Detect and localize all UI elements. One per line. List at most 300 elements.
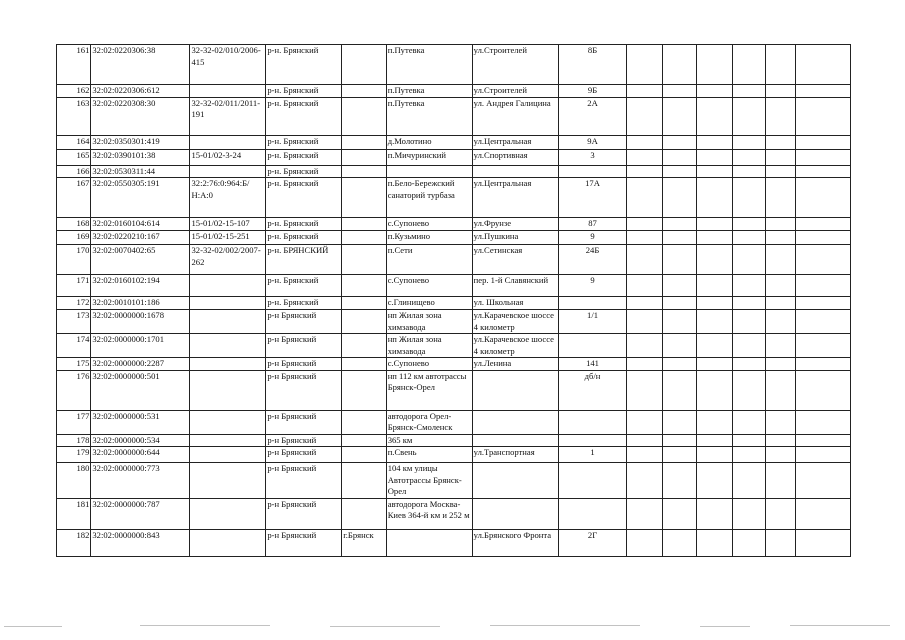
house-number-cell: 3 — [558, 149, 627, 165]
empty-cell — [662, 135, 696, 149]
empty-cell — [732, 149, 765, 165]
empty-cell — [627, 165, 662, 178]
empty-cell — [765, 165, 795, 178]
cadastral-number-cell: 32:02:0070402:65 — [91, 245, 190, 275]
table-row — [57, 498, 851, 529]
table-row — [57, 370, 851, 410]
district-cell: р-н. Брянский — [266, 275, 342, 297]
empty-cell — [796, 245, 851, 275]
empty-cell — [662, 463, 696, 499]
district-cell: р-н. Брянский — [266, 149, 342, 165]
empty-cell — [627, 275, 662, 297]
house-number-cell — [558, 498, 627, 529]
table-row — [57, 231, 851, 245]
old-registration-number-cell — [190, 334, 266, 358]
settlement-cell: п.Сети — [386, 245, 472, 275]
street-cell: ул.Ленина — [472, 358, 558, 371]
settlement-cell: п.Кузьмино — [386, 231, 472, 245]
district-cell: р-н. Брянский — [266, 165, 342, 178]
old-registration-number-cell — [190, 275, 266, 297]
row-number-cell: 180 — [57, 463, 91, 499]
table-row — [57, 45, 851, 85]
old-registration-number-cell — [190, 85, 266, 98]
house-number-cell — [558, 297, 627, 310]
old-registration-number-cell: 32-32-02/011/2011-191 — [190, 97, 266, 135]
empty-cell — [732, 498, 765, 529]
district-cell: р-н. Брянский — [266, 135, 342, 149]
row-number-cell: 177 — [57, 410, 91, 434]
street-cell: ул.Строителей — [472, 45, 558, 85]
empty-cell — [732, 447, 765, 463]
settlement-cell: п.Мичуринский — [386, 149, 472, 165]
district-cell: р-н Брянский — [266, 498, 342, 529]
empty-cell — [697, 463, 732, 499]
city-cell — [342, 297, 387, 310]
empty-cell — [765, 334, 795, 358]
old-registration-number-cell — [190, 297, 266, 310]
city-cell — [342, 85, 387, 98]
empty-cell — [796, 370, 851, 410]
empty-cell — [697, 178, 732, 218]
empty-cell — [662, 334, 696, 358]
old-registration-number-cell — [190, 135, 266, 149]
house-number-cell: 9А — [558, 135, 627, 149]
street-cell: ул.Карачевское шоссе 4 километр — [472, 310, 558, 334]
district-cell: р-н. Брянский — [266, 85, 342, 98]
city-cell — [342, 447, 387, 463]
house-number-cell: 17А — [558, 178, 627, 218]
row-number-cell: 169 — [57, 231, 91, 245]
empty-cell — [627, 434, 662, 447]
empty-cell — [765, 245, 795, 275]
empty-cell — [765, 218, 795, 231]
district-cell: р-н Брянский — [266, 463, 342, 499]
old-registration-number-cell: 32-32-02/002/2007-262 — [190, 245, 266, 275]
settlement-cell: п.Свень — [386, 447, 472, 463]
table-row — [57, 358, 851, 371]
empty-cell — [765, 498, 795, 529]
empty-cell — [796, 434, 851, 447]
empty-cell — [697, 218, 732, 231]
empty-cell — [765, 135, 795, 149]
empty-cell — [765, 434, 795, 447]
street-cell: пер. 1-й Славянский — [472, 275, 558, 297]
district-cell: р-н Брянский — [266, 434, 342, 447]
cadastral-number-cell: 32:02:0000000:1701 — [91, 334, 190, 358]
empty-cell — [662, 97, 696, 135]
row-number-cell: 173 — [57, 310, 91, 334]
district-cell: р-н Брянский — [266, 334, 342, 358]
row-number-cell: 181 — [57, 498, 91, 529]
empty-cell — [796, 447, 851, 463]
empty-cell — [697, 529, 732, 556]
empty-cell — [627, 297, 662, 310]
empty-cell — [627, 45, 662, 85]
district-cell: р-н Брянский — [266, 447, 342, 463]
city-cell — [342, 45, 387, 85]
cadastral-number-cell: 32:02:0000000:2287 — [91, 358, 190, 371]
empty-cell — [697, 135, 732, 149]
empty-cell — [765, 370, 795, 410]
empty-cell — [662, 218, 696, 231]
street-cell: ул.Фрунзе — [472, 218, 558, 231]
street-cell: ул.Карачевское шоссе 4 километр — [472, 334, 558, 358]
empty-cell — [662, 231, 696, 245]
empty-cell — [662, 149, 696, 165]
empty-cell — [796, 178, 851, 218]
cadastral-number-cell: 32:02:0550305:191 — [91, 178, 190, 218]
empty-cell — [662, 434, 696, 447]
table-row — [57, 97, 851, 135]
table-row — [57, 165, 851, 178]
empty-cell — [796, 135, 851, 149]
street-cell — [472, 463, 558, 499]
settlement-cell: 104 км улицы Автотрассы Брянск-Орел — [386, 463, 472, 499]
city-cell — [342, 245, 387, 275]
house-number-cell: 141 — [558, 358, 627, 371]
cadastral-number-cell: 32:02:0000000:1678 — [91, 310, 190, 334]
table-row — [57, 245, 851, 275]
empty-cell — [732, 231, 765, 245]
empty-cell — [662, 370, 696, 410]
city-cell — [342, 97, 387, 135]
city-cell — [342, 410, 387, 434]
empty-cell — [662, 310, 696, 334]
old-registration-number-cell — [190, 370, 266, 410]
empty-cell — [796, 410, 851, 434]
empty-cell — [796, 45, 851, 85]
settlement-cell: нп Жилая зона химзавода — [386, 310, 472, 334]
empty-cell — [732, 97, 765, 135]
row-number-cell: 171 — [57, 275, 91, 297]
settlement-cell: нп Жилая зона химзавода — [386, 334, 472, 358]
empty-cell — [732, 463, 765, 499]
district-cell: р-н. Брянский — [266, 45, 342, 85]
table-row — [57, 447, 851, 463]
house-number-cell: дб/н — [558, 370, 627, 410]
district-cell: р-н. БРЯНСКИЙ — [266, 245, 342, 275]
empty-cell — [732, 434, 765, 447]
row-number-cell: 174 — [57, 334, 91, 358]
empty-cell — [697, 165, 732, 178]
empty-cell — [697, 149, 732, 165]
empty-cell — [697, 434, 732, 447]
row-number-cell: 179 — [57, 447, 91, 463]
empty-cell — [765, 97, 795, 135]
row-number-cell: 165 — [57, 149, 91, 165]
empty-cell — [732, 135, 765, 149]
table-row — [57, 135, 851, 149]
empty-cell — [796, 498, 851, 529]
empty-cell — [697, 245, 732, 275]
row-number-cell: 163 — [57, 97, 91, 135]
row-number-cell: 164 — [57, 135, 91, 149]
empty-cell — [627, 245, 662, 275]
empty-cell — [697, 97, 732, 135]
table-row — [57, 410, 851, 434]
empty-cell — [662, 165, 696, 178]
house-number-cell — [558, 165, 627, 178]
house-number-cell — [558, 434, 627, 447]
settlement-cell: с.Супонево — [386, 218, 472, 231]
empty-cell — [796, 358, 851, 371]
empty-cell — [662, 45, 696, 85]
empty-cell — [765, 410, 795, 434]
empty-cell — [627, 231, 662, 245]
city-cell: г.Брянск — [342, 529, 387, 556]
house-number-cell: 2Г — [558, 529, 627, 556]
empty-cell — [796, 297, 851, 310]
empty-cell — [697, 231, 732, 245]
settlement-cell: нп 112 км автотрассы Брянск-Орел — [386, 370, 472, 410]
old-registration-number-cell — [190, 498, 266, 529]
settlement-cell — [386, 529, 472, 556]
empty-cell — [627, 135, 662, 149]
empty-cell — [627, 529, 662, 556]
house-number-cell: 9Б — [558, 85, 627, 98]
row-number-cell: 176 — [57, 370, 91, 410]
old-registration-number-cell: 32:2:76:0:964:Б/Н:А:0 — [190, 178, 266, 218]
empty-cell — [732, 218, 765, 231]
empty-cell — [697, 447, 732, 463]
house-number-cell: 87 — [558, 218, 627, 231]
district-cell: р-н. Брянский — [266, 297, 342, 310]
street-cell: ул. Андрея Галицина — [472, 97, 558, 135]
row-number-cell: 166 — [57, 165, 91, 178]
property-register-table — [56, 44, 851, 557]
settlement-cell: п.Путевка — [386, 85, 472, 98]
street-cell: ул.Сетинская — [472, 245, 558, 275]
empty-cell — [627, 178, 662, 218]
empty-cell — [765, 231, 795, 245]
table-row — [57, 334, 851, 358]
district-cell: р-н Брянский — [266, 358, 342, 371]
row-number-cell: 175 — [57, 358, 91, 371]
empty-cell — [732, 245, 765, 275]
empty-cell — [796, 310, 851, 334]
empty-cell — [796, 334, 851, 358]
empty-cell — [732, 410, 765, 434]
settlement-cell: д.Молотино — [386, 135, 472, 149]
table-row — [57, 149, 851, 165]
old-registration-number-cell — [190, 358, 266, 371]
table-row — [57, 310, 851, 334]
empty-cell — [662, 297, 696, 310]
empty-cell — [732, 165, 765, 178]
cadastral-number-cell: 32:02:0220306:612 — [91, 85, 190, 98]
street-cell: ул.Транспортная — [472, 447, 558, 463]
empty-cell — [732, 85, 765, 98]
city-cell — [342, 275, 387, 297]
empty-cell — [796, 218, 851, 231]
cadastral-number-cell: 32:02:0390101:38 — [91, 149, 190, 165]
city-cell — [342, 358, 387, 371]
cadastral-number-cell: 32:02:0220210:167 — [91, 231, 190, 245]
settlement-cell: автодорога Москва-Киев 364-й км и 252 м — [386, 498, 472, 529]
street-cell — [472, 410, 558, 434]
old-registration-number-cell — [190, 463, 266, 499]
district-cell: р-н. Брянский — [266, 97, 342, 135]
house-number-cell: 2А — [558, 97, 627, 135]
cadastral-number-cell: 32:02:0000000:501 — [91, 370, 190, 410]
house-number-cell — [558, 334, 627, 358]
settlement-cell: с.Глинищево — [386, 297, 472, 310]
empty-cell — [732, 275, 765, 297]
empty-cell — [765, 447, 795, 463]
table-row — [57, 463, 851, 499]
empty-cell — [627, 447, 662, 463]
district-cell: р-н Брянский — [266, 410, 342, 434]
empty-cell — [697, 358, 732, 371]
district-cell: р-н. Брянский — [266, 231, 342, 245]
empty-cell — [765, 463, 795, 499]
old-registration-number-cell: 15-01/02-15-107 — [190, 218, 266, 231]
empty-cell — [732, 45, 765, 85]
settlement-cell: с.Супонево — [386, 358, 472, 371]
district-cell: р-н. Брянский — [266, 218, 342, 231]
table-row — [57, 297, 851, 310]
old-registration-number-cell — [190, 310, 266, 334]
empty-cell — [732, 334, 765, 358]
street-cell: ул.Брянского Фронта — [472, 529, 558, 556]
empty-cell — [627, 410, 662, 434]
old-registration-number-cell — [190, 447, 266, 463]
old-registration-number-cell — [190, 529, 266, 556]
empty-cell — [796, 529, 851, 556]
district-cell: р-н. Брянский — [266, 178, 342, 218]
empty-cell — [697, 297, 732, 310]
empty-cell — [796, 97, 851, 135]
empty-cell — [732, 529, 765, 556]
row-number-cell: 182 — [57, 529, 91, 556]
city-cell — [342, 310, 387, 334]
empty-cell — [732, 178, 765, 218]
city-cell — [342, 231, 387, 245]
row-number-cell: 170 — [57, 245, 91, 275]
cadastral-number-cell: 32:02:0000000:843 — [91, 529, 190, 556]
empty-cell — [765, 85, 795, 98]
empty-cell — [765, 529, 795, 556]
empty-cell — [796, 231, 851, 245]
district-cell: р-н Брянский — [266, 370, 342, 410]
street-cell: ул.Строителей — [472, 85, 558, 98]
empty-cell — [765, 297, 795, 310]
street-cell: ул.Центральная — [472, 135, 558, 149]
cadastral-number-cell: 32:02:0220306:38 — [91, 45, 190, 85]
empty-cell — [765, 149, 795, 165]
empty-cell — [697, 370, 732, 410]
house-number-cell: 9 — [558, 231, 627, 245]
cadastral-number-cell: 32:02:0000000:787 — [91, 498, 190, 529]
empty-cell — [662, 85, 696, 98]
cadastral-number-cell: 32:02:0160104:614 — [91, 218, 190, 231]
settlement-cell: п.Путевка — [386, 45, 472, 85]
city-cell — [342, 178, 387, 218]
empty-cell — [627, 218, 662, 231]
city-cell — [342, 165, 387, 178]
row-number-cell: 162 — [57, 85, 91, 98]
table-row — [57, 218, 851, 231]
old-registration-number-cell — [190, 410, 266, 434]
empty-cell — [697, 310, 732, 334]
empty-cell — [765, 358, 795, 371]
empty-cell — [627, 97, 662, 135]
settlement-cell — [386, 165, 472, 178]
settlement-cell: п.Путевка — [386, 97, 472, 135]
table-row — [57, 85, 851, 98]
empty-cell — [662, 498, 696, 529]
table-row — [57, 529, 851, 556]
district-cell: р-н Брянский — [266, 529, 342, 556]
empty-cell — [765, 310, 795, 334]
city-cell — [342, 218, 387, 231]
row-number-cell: 168 — [57, 218, 91, 231]
street-cell — [472, 165, 558, 178]
street-cell: ул.Пушкина — [472, 231, 558, 245]
empty-cell — [627, 310, 662, 334]
house-number-cell — [558, 463, 627, 499]
empty-cell — [765, 45, 795, 85]
house-number-cell — [558, 410, 627, 434]
empty-cell — [627, 149, 662, 165]
settlement-cell: п.Бело-Бережский санаторий турбаза — [386, 178, 472, 218]
settlement-cell: автодорога Орел-Брянск-Смоленск — [386, 410, 472, 434]
row-number-cell: 167 — [57, 178, 91, 218]
empty-cell — [732, 370, 765, 410]
empty-cell — [662, 529, 696, 556]
empty-cell — [697, 45, 732, 85]
empty-cell — [662, 178, 696, 218]
street-cell: ул.Спортивная — [472, 149, 558, 165]
old-registration-number-cell: 15-01/02-15-251 — [190, 231, 266, 245]
cadastral-number-cell: 32:02:0530311:44 — [91, 165, 190, 178]
empty-cell — [796, 149, 851, 165]
city-cell — [342, 370, 387, 410]
empty-cell — [732, 310, 765, 334]
city-cell — [342, 334, 387, 358]
street-cell: ул.Центральная — [472, 178, 558, 218]
register-body — [57, 45, 851, 557]
cadastral-number-cell: 32:02:0220308:30 — [91, 97, 190, 135]
empty-cell — [732, 358, 765, 371]
empty-cell — [627, 334, 662, 358]
empty-cell — [627, 85, 662, 98]
empty-cell — [662, 410, 696, 434]
row-number-cell: 172 — [57, 297, 91, 310]
cadastral-number-cell: 32:02:0000000:534 — [91, 434, 190, 447]
empty-cell — [796, 275, 851, 297]
house-number-cell: 8Б — [558, 45, 627, 85]
empty-cell — [765, 178, 795, 218]
settlement-cell: 365 км — [386, 434, 472, 447]
cadastral-number-cell: 32:02:0000000:644 — [91, 447, 190, 463]
empty-cell — [627, 358, 662, 371]
old-registration-number-cell — [190, 434, 266, 447]
city-cell — [342, 434, 387, 447]
row-number-cell: 161 — [57, 45, 91, 85]
district-cell: р-н Брянский — [266, 310, 342, 334]
house-number-cell: 9 — [558, 275, 627, 297]
street-cell — [472, 370, 558, 410]
empty-cell — [662, 447, 696, 463]
empty-cell — [697, 498, 732, 529]
table-row — [57, 275, 851, 297]
table-row — [57, 178, 851, 218]
empty-cell — [697, 334, 732, 358]
empty-cell — [732, 297, 765, 310]
house-number-cell: 24Б — [558, 245, 627, 275]
cadastral-number-cell: 32:02:0160102:194 — [91, 275, 190, 297]
